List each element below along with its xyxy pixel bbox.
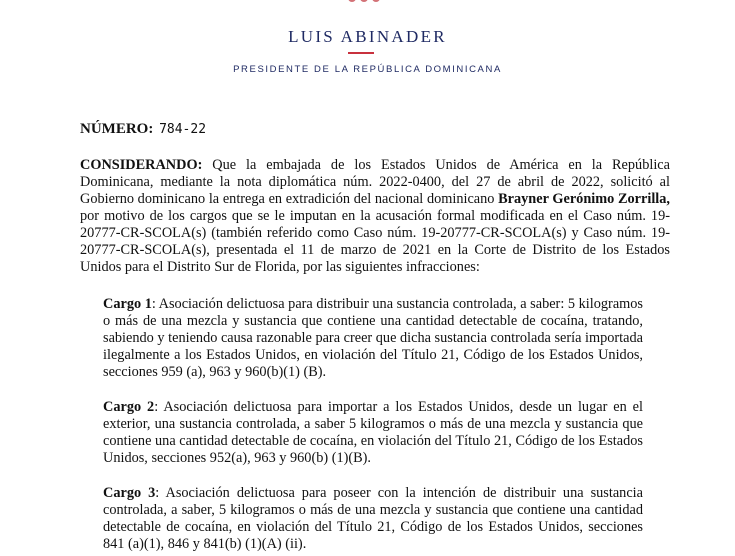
seal-emblem-icon: [340, 0, 388, 4]
charge-label: Cargo 2: [103, 399, 155, 415]
decree-number-value: 784-22: [159, 122, 207, 137]
seal-emblem-dot: [360, 0, 368, 2]
charge-description: : Asociación delictuosa para importar a los Estados Unidos, desde un lugar en el exterior, una sustancia controlada, a saber 5 kilogramos o más de una mezcla y sustancia que contiene una cantidad detectable de cocaína, en violación del Título 21, Código de los Estados Unidos, secciones 952(a), 963 y 960(b) (1)(B).: [103, 399, 643, 466]
letterhead-title: PRESIDENTE DE LA REPÚBLICA DOMINICANA: [233, 64, 502, 75]
charge-item: [103, 296, 643, 381]
letterhead-name: LUIS ABINADER: [288, 27, 447, 46]
charge-label: Cargo 3: [103, 485, 156, 501]
considerando-text: [80, 157, 670, 276]
charge-item: [103, 485, 643, 553]
considerando-text-after: por motivo de los cargos que se le imputan en la acusación formal modificada en el Caso núm. 19-20777-CR-SCOLA(s) (también referido como Caso núm. 19-20777-CR-SCOLA(s) y Caso núm. 19-20777-CR-SCOLA(s), presentada el 11 de marzo de 2021 en la Corte de Distrito de los Estados Unidos para el Distrito Sur de Florida, por las siguientes infracciones:: [80, 208, 670, 275]
charge-text: [103, 399, 643, 467]
charge-item: [103, 399, 643, 467]
charge-label: Cargo 1: [103, 296, 152, 312]
charge-description: : Asociación delictuosa para poseer con la intención de distribuir una sustancia controlada, a saber, 5 kilogramos o más de una mezcla y sustancia que contiene una cantidad detectable de cocaína, en violación del Título 21, Código de los Estados Unidos, secciones 841 (a)(1), 846 y 841(b) (1)(A) (ii).: [103, 485, 643, 552]
charge-text: [103, 296, 643, 381]
charge-description: : Asociación delictuosa para distribuir una sustancia controlada, a saber: 5 kilogramos o más de una mezcla y sustancia que contiene una cantidad detectable de cocaína, tratando, sabiendo y teniendo causa razonable para creer que dicha sustancia controlada sería importada ilegalmente a los Estados Unidos, en violación del Título 21, Código de los Estados Unidos, secciones 959 (a), 963 y 960(b)(1) (B).: [103, 296, 643, 380]
decree-number: [80, 121, 206, 138]
considerando-label: CONSIDERANDO:: [80, 157, 203, 173]
seal-emblem-dot: [372, 0, 380, 2]
decree-number-label: NÚMERO:: [80, 121, 154, 137]
charge-text: [103, 485, 643, 553]
considerando-paragraph: [80, 157, 670, 276]
letterhead-divider: [348, 52, 374, 54]
seal-emblem-dot: [348, 0, 356, 2]
considerando-text-before: Que la embajada de los Estados Unidos de América en la República Dominicana, mediante la nota diplomática núm. 2022-0400, del 27 de abril de 2022, solicitó al Gobierno dominicano la entrega en extradición del nacional dominicano: [80, 157, 670, 207]
extradited-person-name: Brayner Gerónimo Zorrilla,: [498, 191, 670, 207]
